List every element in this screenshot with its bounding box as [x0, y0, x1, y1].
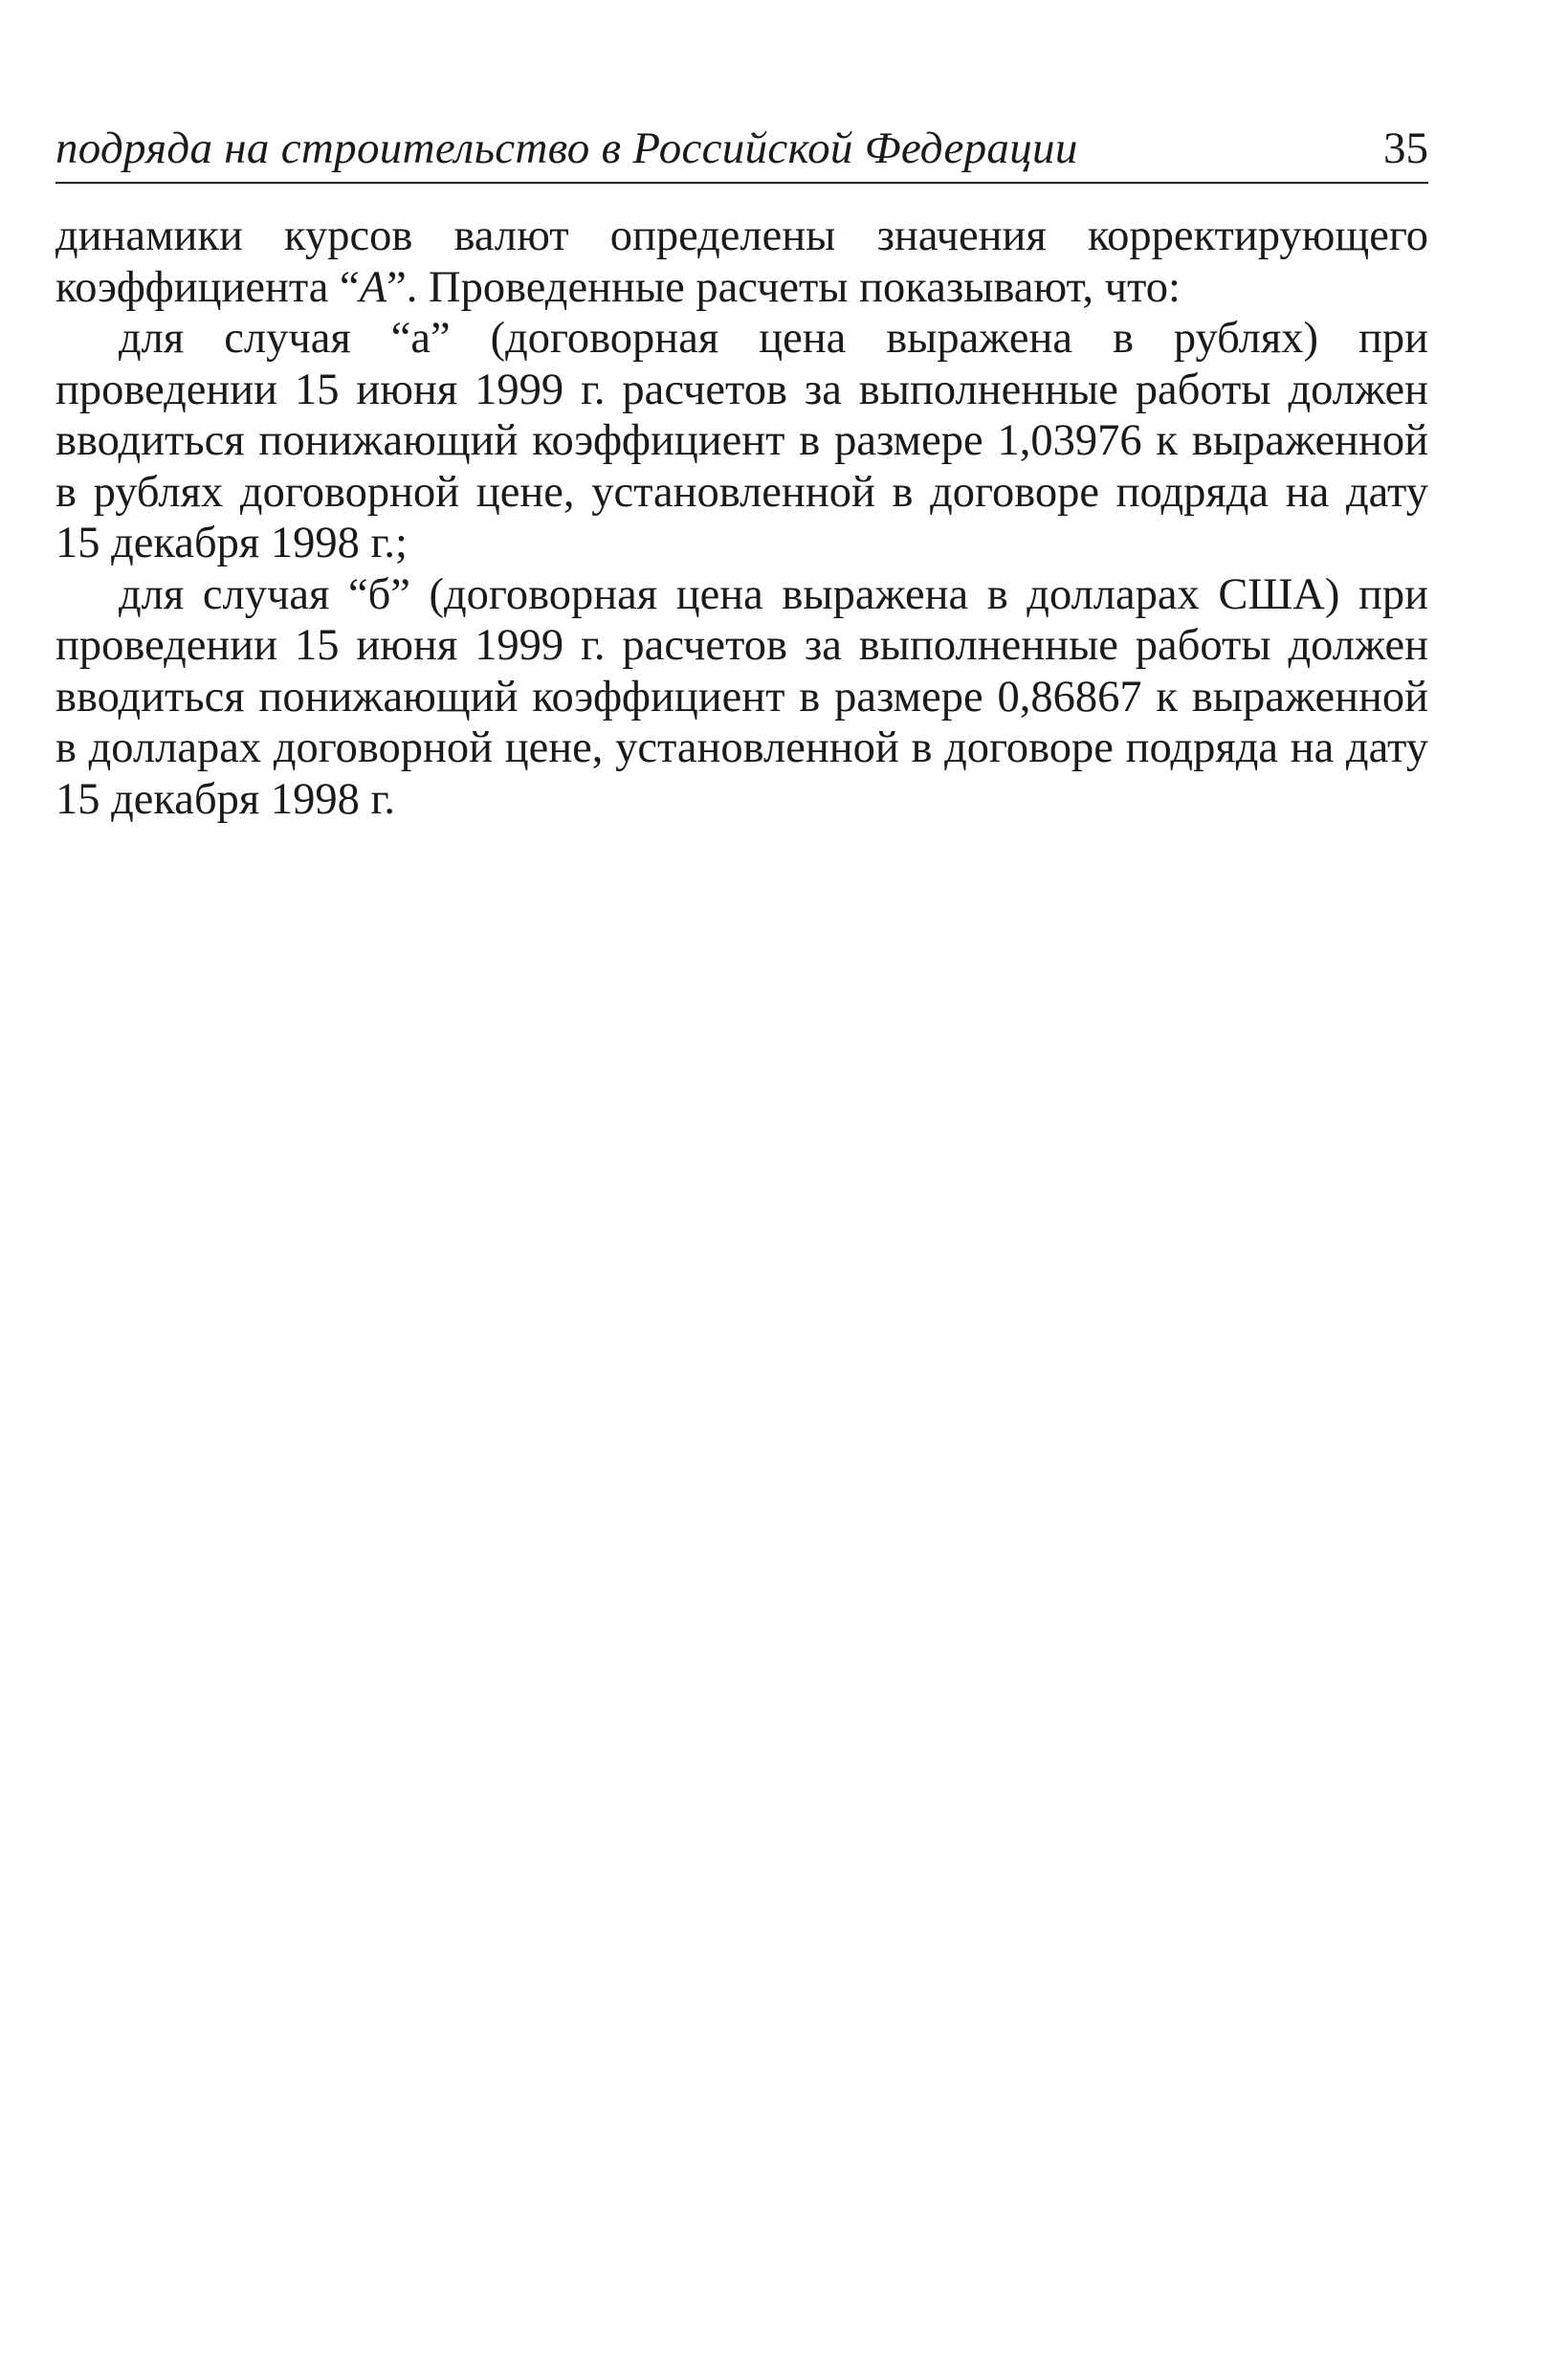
paragraph-case-b: для случая “б” (договорная цена выражена в долларах США) при проведении 15 июня 1999 г. расчетов за выполненные работы должен вводиться понижающий коэффициент в размере 0,86867 к выраженной в долларах договорной цене, установленной в договоре подряда на дату 15 декабря 1998 г. [55, 569, 1428, 824]
running-title: подряда на строительство в Российской Федерации [55, 123, 1078, 173]
paragraph-continuation [55, 211, 1428, 313]
paragraph-text: динамики курсов валют определены значения корректирующего коэффициента “ [55, 211, 1428, 312]
book-page [55, 115, 1428, 825]
paragraph-text: ”. Проведенные расчеты показывают, что: [386, 262, 1181, 312]
body-text [55, 211, 1428, 825]
coefficient-symbol: A [359, 262, 387, 312]
page-number: 35 [1383, 123, 1428, 173]
running-header [55, 115, 1428, 184]
paragraph-case-a: для случая “а” (договорная цена выражена в рублях) при проведении 15 июня 1999 г. расчетов за выполненные работы должен вводиться понижающий коэффициент в размере 1,03976 к выраженной в рублях договорной цене, установленной в договоре подряда на дату 15 декабря 1998 г.; [55, 314, 1428, 567]
